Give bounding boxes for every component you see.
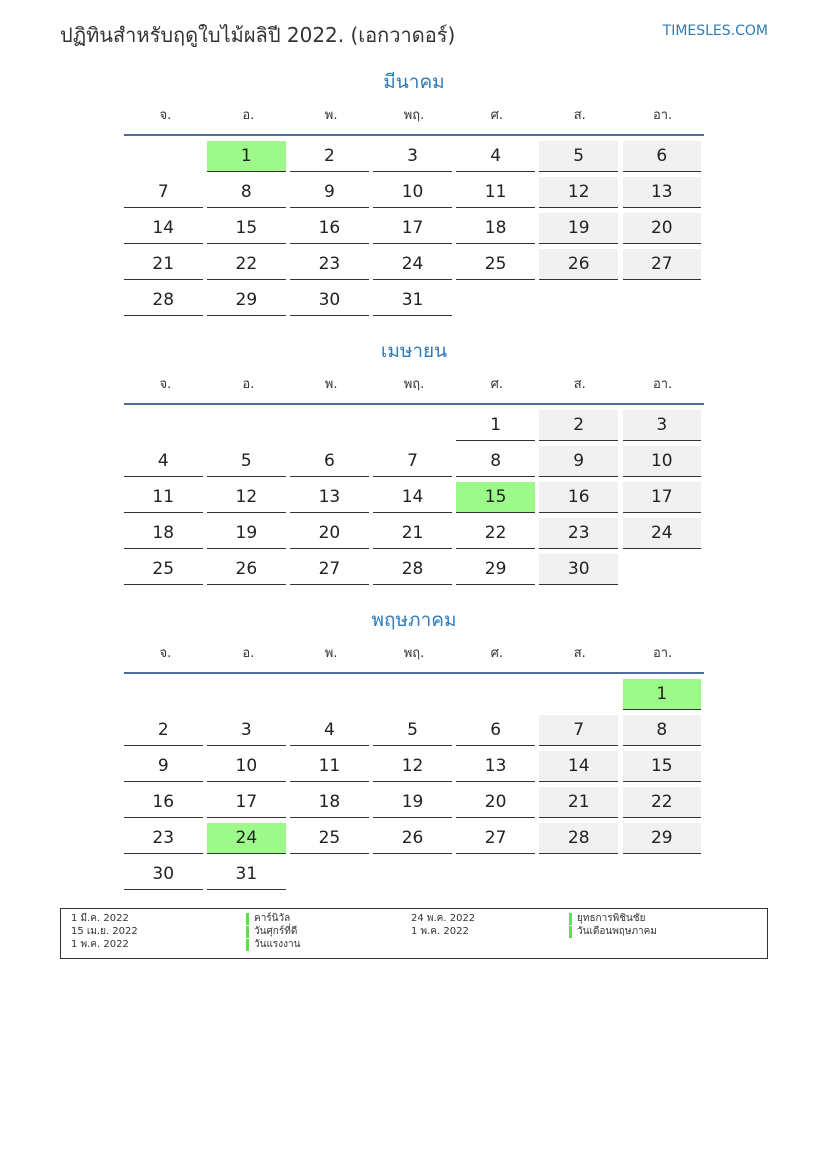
weekend-day-cell[interactable]: 16: [539, 482, 618, 513]
day-cell[interactable]: 21: [373, 518, 452, 549]
day-cell[interactable]: 18: [456, 213, 535, 244]
weekday-label: พฤ.: [403, 645, 425, 661]
weekday-label: พฤ.: [403, 376, 425, 392]
weekday-header: [124, 368, 704, 398]
legend-date: 1 มี.ค. 2022: [71, 913, 129, 924]
day-cell[interactable]: 25: [456, 249, 535, 280]
day-cell[interactable]: 19: [207, 518, 286, 549]
weekday-label: จ.: [159, 107, 172, 123]
day-cell[interactable]: 28: [373, 554, 452, 585]
day-cell[interactable]: 15: [207, 213, 286, 244]
weekend-day-cell[interactable]: 8: [623, 715, 702, 746]
day-cell[interactable]: 19: [373, 787, 452, 818]
day-cell[interactable]: 25: [124, 554, 203, 585]
month-title: มีนาคม: [383, 71, 445, 93]
day-cell[interactable]: 11: [456, 177, 535, 208]
day-cell[interactable]: 23: [290, 249, 369, 280]
empty-cell: [290, 859, 369, 890]
empty-cell: [539, 679, 618, 710]
empty-cell: [373, 410, 452, 441]
day-cell[interactable]: 4: [124, 446, 203, 477]
weekday-label: ส.: [573, 376, 586, 392]
holiday-day-cell[interactable]: 1: [623, 679, 702, 710]
weekend-day-cell[interactable]: 23: [539, 518, 618, 549]
weekend-day-cell[interactable]: 5: [539, 141, 618, 172]
weekend-day-cell[interactable]: 29: [623, 823, 702, 854]
weekday-label: พ.: [324, 376, 338, 392]
day-cell[interactable]: 8: [456, 446, 535, 477]
empty-cell: [539, 285, 618, 316]
day-cell[interactable]: 27: [456, 823, 535, 854]
legend-date: 15 เม.ย. 2022: [71, 926, 138, 937]
day-cell[interactable]: 5: [207, 446, 286, 477]
day-cell[interactable]: 6: [456, 715, 535, 746]
weekend-day-cell[interactable]: 26: [539, 249, 618, 280]
holiday-day-cell[interactable]: 15: [456, 482, 535, 513]
weekend-day-cell[interactable]: 22: [623, 787, 702, 818]
empty-cell: [456, 859, 535, 890]
holiday-legend: [60, 908, 768, 959]
month-april: [124, 336, 704, 585]
day-cell[interactable]: 14: [124, 213, 203, 244]
day-cell[interactable]: 7: [124, 177, 203, 208]
day-cell[interactable]: 16: [290, 213, 369, 244]
weekend-day-cell[interactable]: 30: [539, 554, 618, 585]
day-cell[interactable]: 5: [373, 715, 452, 746]
weekday-label: อ.: [242, 645, 255, 661]
day-cell[interactable]: 26: [207, 554, 286, 585]
weekday-header: [124, 637, 704, 667]
day-cell[interactable]: 24: [373, 249, 452, 280]
day-cell[interactable]: 3: [207, 715, 286, 746]
day-cell[interactable]: 8: [207, 177, 286, 208]
day-cell[interactable]: 9: [290, 177, 369, 208]
day-cell[interactable]: 7: [373, 446, 452, 477]
weekday-label: ศ.: [490, 107, 504, 123]
weekend-day-cell[interactable]: 7: [539, 715, 618, 746]
legend-holiday-name: คาร์นิวัล: [246, 913, 290, 925]
header-divider: [124, 134, 704, 136]
legend-date: 1 พ.ค. 2022: [411, 926, 469, 937]
legend-holiday-name: วันศุกร์ที่ดี: [246, 926, 297, 938]
weekend-day-cell[interactable]: 13: [623, 177, 702, 208]
weekday-label: พ.: [324, 645, 338, 661]
weekend-day-cell[interactable]: 9: [539, 446, 618, 477]
weekday-label: อา.: [652, 645, 673, 661]
weekend-day-cell[interactable]: 10: [623, 446, 702, 477]
legend-date: 24 พ.ค. 2022: [411, 913, 476, 924]
day-cell[interactable]: 18: [124, 518, 203, 549]
day-cell[interactable]: 25: [290, 823, 369, 854]
day-cell[interactable]: 17: [207, 787, 286, 818]
day-cell[interactable]: 27: [290, 554, 369, 585]
month-march: [124, 67, 704, 316]
day-cell[interactable]: 10: [373, 177, 452, 208]
empty-cell: [456, 679, 535, 710]
day-grid: [124, 410, 704, 585]
weekend-day-cell[interactable]: 15: [623, 751, 702, 782]
empty-cell: [124, 679, 203, 710]
day-cell[interactable]: 12: [373, 751, 452, 782]
day-cell[interactable]: 4: [290, 715, 369, 746]
weekend-day-cell[interactable]: 27: [623, 249, 702, 280]
weekend-day-cell[interactable]: 12: [539, 177, 618, 208]
day-cell[interactable]: 22: [456, 518, 535, 549]
day-cell[interactable]: 1: [456, 410, 535, 441]
weekday-label: จ.: [159, 376, 172, 392]
empty-cell: [207, 679, 286, 710]
weekday-label: อ.: [242, 376, 255, 392]
day-cell[interactable]: 22: [207, 249, 286, 280]
day-cell[interactable]: 3: [373, 141, 452, 172]
weekday-label: ส.: [573, 645, 586, 661]
day-cell[interactable]: 31: [373, 285, 452, 316]
header-divider: [124, 403, 704, 405]
day-cell[interactable]: 26: [373, 823, 452, 854]
day-cell[interactable]: 16: [124, 787, 203, 818]
day-cell[interactable]: 29: [207, 285, 286, 316]
day-cell[interactable]: 11: [124, 482, 203, 513]
holiday-day-cell[interactable]: 1: [207, 141, 286, 172]
day-cell[interactable]: 12: [207, 482, 286, 513]
day-cell[interactable]: 13: [290, 482, 369, 513]
month-title: เมษายน: [380, 340, 448, 362]
day-cell[interactable]: 17: [373, 213, 452, 244]
day-cell[interactable]: 14: [373, 482, 452, 513]
weekday-label: ส.: [573, 107, 586, 123]
empty-cell: [124, 410, 203, 441]
empty-cell: [623, 285, 702, 316]
day-cell[interactable]: 18: [290, 787, 369, 818]
empty-cell: [539, 859, 618, 890]
day-cell[interactable]: 28: [124, 285, 203, 316]
day-cell[interactable]: 30: [290, 285, 369, 316]
day-cell[interactable]: 11: [290, 751, 369, 782]
day-cell[interactable]: 21: [124, 249, 203, 280]
weekday-label: จ.: [159, 645, 172, 661]
empty-cell: [456, 285, 535, 316]
header-divider: [124, 672, 704, 674]
weekday-label: พ.: [324, 107, 338, 123]
day-cell[interactable]: 9: [124, 751, 203, 782]
legend-date: 1 พ.ค. 2022: [71, 939, 129, 950]
empty-cell: [290, 679, 369, 710]
month-may: [124, 605, 704, 890]
month-title: พฤษภาคม: [371, 609, 457, 631]
day-cell[interactable]: 23: [124, 823, 203, 854]
empty-cell: [124, 141, 203, 172]
day-cell[interactable]: 4: [456, 141, 535, 172]
day-cell[interactable]: 13: [456, 751, 535, 782]
weekend-day-cell[interactable]: 19: [539, 213, 618, 244]
weekend-day-cell[interactable]: 14: [539, 751, 618, 782]
empty-cell: [623, 859, 702, 890]
day-cell[interactable]: 29: [456, 554, 535, 585]
day-cell[interactable]: 20: [290, 518, 369, 549]
day-cell[interactable]: 31: [207, 859, 286, 890]
weekday-header: [124, 99, 704, 129]
weekend-day-cell[interactable]: 24: [623, 518, 702, 549]
empty-cell: [207, 410, 286, 441]
day-cell[interactable]: 2: [290, 141, 369, 172]
weekday-label: อา.: [652, 376, 673, 392]
day-cell[interactable]: 20: [456, 787, 535, 818]
legend-holiday-name: วันเดือนพฤษภาคม: [569, 926, 657, 938]
weekend-day-cell[interactable]: 3: [623, 410, 702, 441]
brand-link[interactable]: TIMESLES.COM: [662, 23, 768, 39]
weekend-day-cell[interactable]: 21: [539, 787, 618, 818]
weekend-day-cell[interactable]: 28: [539, 823, 618, 854]
empty-cell: [373, 859, 452, 890]
weekend-day-cell[interactable]: 20: [623, 213, 702, 244]
day-cell[interactable]: 30: [124, 859, 203, 890]
day-grid: [124, 141, 704, 316]
empty-cell: [290, 410, 369, 441]
legend-holiday-name: วันแรงงาน: [246, 939, 300, 951]
weekday-label: พฤ.: [403, 107, 425, 123]
day-cell[interactable]: 6: [290, 446, 369, 477]
legend-holiday-name: ยุทธการพิชินชัย: [569, 913, 645, 925]
empty-cell: [623, 554, 702, 585]
day-cell[interactable]: 2: [124, 715, 203, 746]
page-title: ปฏิทินสำหรับฤดูใบไม้ผลิปี 2022. (เอกวาดอร์): [60, 23, 456, 47]
weekday-label: ศ.: [490, 376, 504, 392]
empty-cell: [373, 679, 452, 710]
weekday-label: อา.: [652, 107, 673, 123]
day-cell[interactable]: 10: [207, 751, 286, 782]
weekend-day-cell[interactable]: 17: [623, 482, 702, 513]
day-grid: [124, 679, 704, 890]
weekend-day-cell[interactable]: 2: [539, 410, 618, 441]
holiday-day-cell[interactable]: 24: [207, 823, 286, 854]
weekday-label: อ.: [242, 107, 255, 123]
weekend-day-cell[interactable]: 6: [623, 141, 702, 172]
weekday-label: ศ.: [490, 645, 504, 661]
